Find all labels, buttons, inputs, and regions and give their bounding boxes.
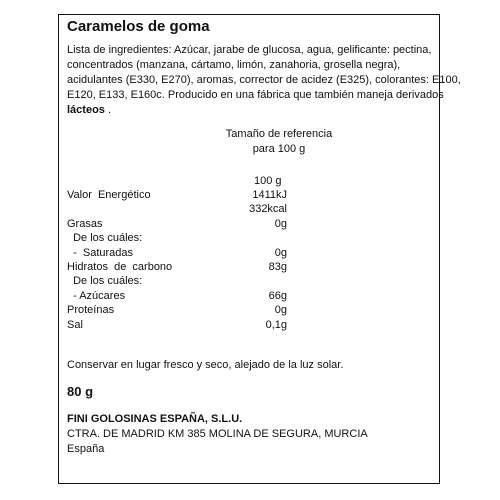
nutrition-value: 0,1g (265, 318, 287, 331)
nutrition-value: 0g (274, 217, 287, 230)
ingredients-line (67, 103, 461, 118)
ingredients-line: E120, E133, E160c. Producido en una fábrica que también maneja derivados (67, 89, 444, 101)
nutrition-value: 0g (274, 304, 287, 317)
serving-line-2: para 100 g (252, 143, 306, 155)
ingredients-line: acidulantes (E330, E270), aromas, corrector de acidez (E325), colorantes: E100, (67, 74, 461, 86)
nutrition-label: Sal (67, 318, 83, 331)
nutrition-label: Valor Energético (67, 189, 151, 201)
company-country: España (67, 443, 105, 455)
nutrition-label: Hidratos de carbono (67, 261, 173, 273)
nutrition-label: - Saturadas (67, 246, 134, 259)
storage-instructions: Conservar en lugar fresco y seco, alejado de la luz solar. (67, 359, 344, 371)
ingredients-line: Lista de ingredientes: Azúcar, jarabe de glucosa, agua, gelificante: pectina, (67, 44, 432, 56)
nutrition-label: Grasas (67, 217, 103, 230)
company-address: CTRA. DE MADRID KM 385 MOLINA DE SEGURA, MURCIA (67, 428, 368, 440)
allergen-tail: . (104, 104, 112, 116)
ingredients-list (67, 43, 461, 118)
product-title: Caramelos de goma (67, 18, 210, 35)
net-weight: 80 g (67, 384, 94, 399)
nutrition-label: Proteínas (67, 304, 115, 317)
column-header: 100 g (254, 175, 282, 187)
product-label (58, 14, 461, 484)
nutrition-label: De los cuáles: (67, 232, 143, 245)
nutrition-value: 0g (274, 246, 287, 259)
nutrition-value: 83g (268, 261, 287, 273)
nutrition-value: 66g (268, 289, 287, 302)
nutrition-value: 332kcal (249, 203, 287, 216)
nutrition-label: - Azúcares (67, 289, 126, 302)
company-name: FINI GOLOSINAS ESPAÑA, S.L.U. (67, 413, 243, 425)
ingredients-line: concentrados (manzana, cártamo, limón, zanahoria, grosella negra), (67, 59, 401, 71)
allergen-text: lácteos (67, 104, 105, 116)
serving-size (209, 127, 349, 157)
nutrition-value: 1411kJ (252, 189, 287, 201)
serving-line-1: Tamaño de referencia (225, 128, 333, 140)
nutrition-label: De los cuáles: (67, 275, 143, 288)
